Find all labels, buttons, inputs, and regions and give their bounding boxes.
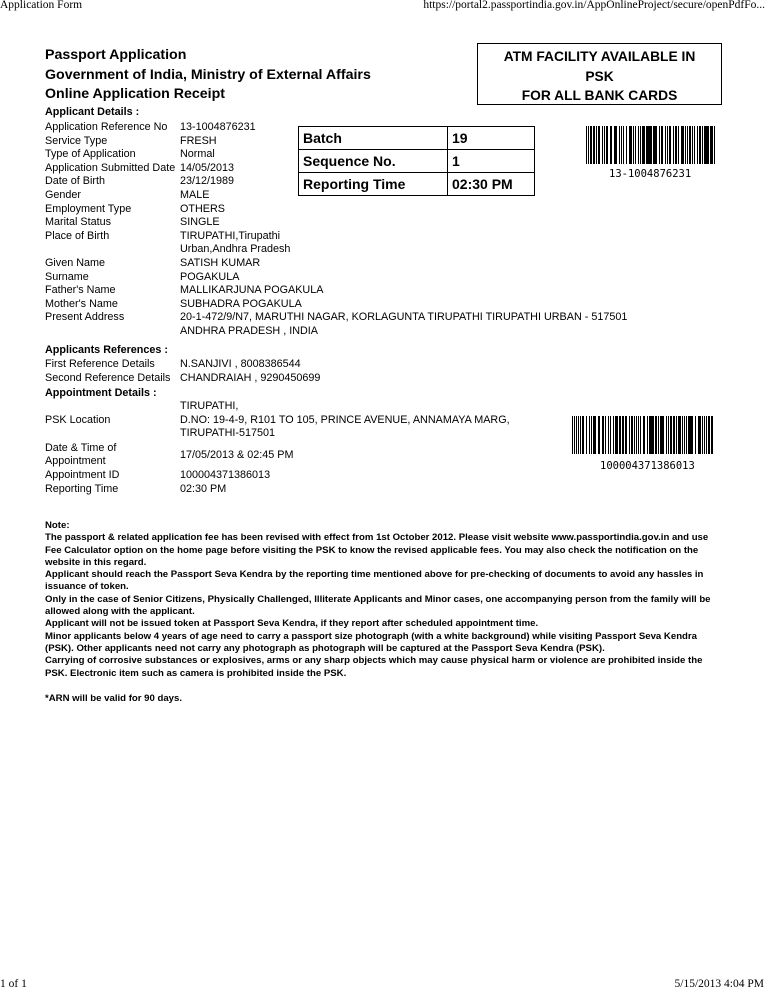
barcode-bar xyxy=(602,126,603,164)
barcode-bar xyxy=(586,416,588,454)
detail-row xyxy=(45,203,627,217)
print-header xyxy=(0,0,768,14)
psk-location-row xyxy=(45,400,510,441)
barcode-bar xyxy=(662,416,664,454)
barcode-bar xyxy=(605,416,606,454)
barcode-bar xyxy=(636,416,637,454)
applicant-details-heading: Applicant Details : xyxy=(45,106,140,118)
print-url[interactable]: https://portal2.passportindia.gov.in/AppOnlineProject/secure/openPdfFo... xyxy=(423,0,765,11)
barcode-bar xyxy=(682,126,684,164)
detail-label: Place of Birth xyxy=(45,229,110,242)
barcode-bar xyxy=(607,126,608,164)
barcode-bar xyxy=(622,416,623,454)
appointment-datetime-label: Date & Time of Appointment xyxy=(45,441,117,468)
detail-value: 13-1004876231 xyxy=(180,121,256,133)
barcode-bar xyxy=(699,126,701,164)
detail-row xyxy=(45,298,627,312)
reporting-time-label: Reporting Time xyxy=(299,173,448,196)
title-line-2: Government of India, Ministry of External Affairs xyxy=(45,66,371,83)
barcode-bar xyxy=(687,126,688,164)
detail-value: 14/05/2013 xyxy=(180,161,235,174)
detail-row xyxy=(45,271,627,285)
detail-label: Marital Status xyxy=(45,216,112,229)
barcode-bar xyxy=(644,416,645,454)
appointment-datetime-value: 17/05/2013 & 02:45 PM xyxy=(180,448,294,461)
detail-value: MALE xyxy=(180,188,210,201)
appointment-details xyxy=(45,400,510,496)
sequence-label: Sequence No. xyxy=(299,150,448,173)
appointment-row xyxy=(45,469,510,483)
barcode-bar xyxy=(583,416,584,454)
note-heading: Note: xyxy=(45,520,70,531)
receipt-title xyxy=(45,46,371,105)
atm-line-2: PSK xyxy=(585,68,614,84)
barcode-bar xyxy=(613,416,614,454)
barcode-bar xyxy=(643,126,645,164)
batch-label: Batch xyxy=(299,127,448,150)
reference-value: N.SANJIVI , 8008386544 xyxy=(180,358,301,370)
barcode-bar xyxy=(686,416,687,454)
detail-value: 20-1-472/9/N7, MARUTHI NAGAR, KORLAGUNTA TIRUPATHI TIRUPATHI URBAN - 517501 ANDHRA PRADESH , INDIA xyxy=(180,311,628,337)
barcode-bar xyxy=(661,126,663,164)
barcode-bar xyxy=(651,126,652,164)
detail-label: Given Name xyxy=(45,256,106,269)
barcode-bar xyxy=(621,126,622,164)
page-count: 1 of 1 xyxy=(0,978,27,990)
detail-value: 23/12/1989 xyxy=(180,175,235,188)
barcode-bar xyxy=(589,416,590,454)
barcode-bar xyxy=(610,416,612,454)
detail-row xyxy=(45,230,627,257)
detail-label: Present Address xyxy=(45,311,125,324)
barcode-bar xyxy=(593,416,594,454)
barcode-bar xyxy=(626,416,628,454)
reference-label: Second Reference Details xyxy=(45,371,171,384)
barcode-bar xyxy=(684,416,685,454)
barcode-bar xyxy=(714,126,715,164)
barcode-bar xyxy=(659,126,661,164)
barcode-bar xyxy=(599,416,601,454)
barcode-bar xyxy=(619,416,621,454)
barcode-bar xyxy=(711,416,713,454)
appointment-value: 100004371386013 xyxy=(180,468,271,481)
detail-label: Type of Application xyxy=(45,148,136,161)
detail-label: Date of Birth xyxy=(45,175,106,188)
batch-value: 19 xyxy=(448,127,535,150)
barcode-bar xyxy=(611,126,613,164)
barcode-bar xyxy=(704,416,705,454)
barcode-bar xyxy=(697,126,698,164)
barcode-bar xyxy=(602,416,604,454)
barcode-bar xyxy=(638,126,639,164)
appointment-barcode xyxy=(572,416,716,454)
barcode-bar xyxy=(679,416,681,454)
appointment-barcode-number: 100004371386013 xyxy=(600,460,695,472)
barcode-bar xyxy=(692,126,693,164)
barcode-bar xyxy=(694,126,696,164)
barcode-bar xyxy=(675,126,677,164)
detail-label: Application Submitted Date xyxy=(45,161,176,174)
psk-location-label: PSK Location xyxy=(45,413,111,426)
appointment-label: Reporting Time xyxy=(45,482,119,495)
appointment-value: 02:30 PM xyxy=(180,482,227,495)
barcode-bar xyxy=(617,416,618,454)
detail-value: POGAKULA xyxy=(180,270,240,283)
detail-value: SUBHADRA POGAKULA xyxy=(180,297,302,310)
note-paragraph: Applicant will not be issued token at Passport Seva Kendra, if they report after scheduled appointment time. xyxy=(45,618,539,630)
note-paragraph: The passport & related application fee has been revised with effect from 1st October 2012. Please visit website www.passportindia.gov.in and use Fee Calculator option on the home page before visiting the PSK to know the revised applicable fees. You may also check the notification on the website in this regard. xyxy=(45,532,709,568)
note-paragraph: Only in the case of Senior Citizens, Physically Challenged, Illiterate Applicants and Minor cases, one accompanying person from the family will be allowed along with the applicant. xyxy=(45,593,711,618)
barcode-bar xyxy=(631,416,633,454)
arn-barcode-number: 13-1004876231 xyxy=(609,168,692,180)
batch-table xyxy=(298,126,535,196)
print-page-title: Application Form xyxy=(0,0,83,11)
psk-location-value: TIRUPATHI, D.NO: 19-4-9, R101 TO 105, PRINCE AVENUE, ANNAMAYA MARG, TIRUPATHI-517501 xyxy=(180,400,510,440)
reference-row xyxy=(45,372,320,386)
barcode-bar xyxy=(619,126,621,164)
detail-label: Gender xyxy=(45,188,82,201)
barcode-bar xyxy=(633,126,634,164)
barcode-bar xyxy=(670,416,672,454)
detail-label: Father's Name xyxy=(45,284,116,297)
barcode-bar xyxy=(590,126,592,164)
detail-value: TIRUPATHI,Tirupathi Urban,Andhra Pradesh xyxy=(180,229,291,256)
detail-label: Service Type xyxy=(45,134,108,147)
reference-value: CHANDRAIAH , 9290450699 xyxy=(180,371,321,384)
note-paragraph: Applicant should reach the Passport Seva Kendra by the reporting time mentioned above for pre-checking of documents to avoid any hassles in issuance of token. xyxy=(45,569,704,593)
barcode-bar xyxy=(656,416,658,454)
appointment-datetime-row xyxy=(45,442,510,469)
barcode-bar xyxy=(670,126,671,164)
barcode-bar xyxy=(690,126,691,164)
barcode-bar xyxy=(676,416,677,454)
barcode-bar xyxy=(629,416,630,454)
detail-value: Normal xyxy=(180,148,215,161)
atm-line-1: ATM FACILITY AVAILABLE IN xyxy=(503,49,696,64)
barcode-bar xyxy=(668,416,669,454)
detail-row xyxy=(45,311,627,338)
reference-label: First Reference Details xyxy=(45,358,155,370)
barcode-bar xyxy=(596,126,597,164)
note-paragraph: Carrying of corrosive substances or explosives, arms or any sharp objects which may cause physical harm or violence are prohibited inside the PSK. Electronic item such as camera is prohibited inside the PSK. xyxy=(45,655,703,679)
barcode-bar xyxy=(678,126,679,164)
barcode-bar xyxy=(685,126,686,164)
references-heading: Applicants References : xyxy=(45,344,169,356)
reporting-time-row xyxy=(299,173,535,196)
reporting-time-value: 02:30 PM xyxy=(448,173,535,196)
barcode-bar xyxy=(655,126,657,164)
arn-barcode xyxy=(586,126,716,164)
barcode-bar xyxy=(658,416,659,454)
barcode-bar xyxy=(623,126,625,164)
barcode-bar xyxy=(593,126,594,164)
barcode-bar xyxy=(574,416,575,454)
barcode-bar xyxy=(674,416,675,454)
appointment-heading: Appointment Details : xyxy=(45,387,157,399)
appointment-label: Appointment ID xyxy=(45,468,120,481)
sequence-value: 1 xyxy=(448,150,535,173)
print-timestamp: 5/15/2013 4:04 PM xyxy=(674,978,764,990)
detail-row xyxy=(45,257,627,271)
barcode-bar xyxy=(699,416,700,454)
barcode-bar xyxy=(695,416,697,454)
batch-row xyxy=(299,127,535,150)
barcode-bar xyxy=(578,416,579,454)
barcode-bar xyxy=(667,126,668,164)
appointment-row xyxy=(45,483,510,497)
barcode-bar xyxy=(630,126,632,164)
barcode-bar xyxy=(707,126,709,164)
barcode-bar xyxy=(594,416,596,454)
arn-validity-note: *ARN will be valid for 90 days. xyxy=(45,693,183,704)
sequence-row xyxy=(299,150,535,173)
barcode-bar xyxy=(691,416,693,454)
barcode-bar xyxy=(709,416,710,454)
barcode-bar xyxy=(591,416,592,454)
detail-value: SINGLE xyxy=(180,216,220,229)
references xyxy=(45,358,320,385)
barcode-bar xyxy=(635,126,636,164)
barcode-bar xyxy=(706,416,707,454)
detail-value: FRESH xyxy=(180,134,217,147)
barcode-bar xyxy=(640,126,641,164)
detail-label: Mother's Name xyxy=(45,297,118,310)
detail-label: Surname xyxy=(45,270,89,283)
barcode-bar xyxy=(598,126,600,164)
barcode-bar xyxy=(615,126,617,164)
detail-label: Employment Type xyxy=(45,202,132,215)
title-line-1: Passport Application xyxy=(45,47,187,63)
barcode-bar xyxy=(588,126,589,164)
atm-line-3: FOR ALL BANK CARDS xyxy=(521,88,678,103)
barcode-bar xyxy=(647,416,648,454)
detail-row xyxy=(45,284,627,298)
atm-notice-box xyxy=(477,43,722,105)
detail-value: OTHERS xyxy=(180,202,225,215)
barcode-bar xyxy=(629,126,630,164)
barcode-bar xyxy=(640,416,642,454)
title-line-3: Online Application Receipt xyxy=(45,86,225,102)
barcode-bar xyxy=(666,416,667,454)
barcode-bar xyxy=(604,126,605,164)
barcode-bar xyxy=(626,126,628,164)
note-paragraph: Minor applicants below 4 years of age need to carry a passport size photograph (with a white background) while visiting Passport Seva Kendra (PSK). Other applicants need not carry any photograph as photograph will be captured at the Passport Seva Kendra (PSK). xyxy=(45,630,697,654)
detail-label: Application Reference No xyxy=(45,121,168,133)
barcode-bar xyxy=(608,416,609,454)
detail-row xyxy=(45,216,627,230)
barcode-bar xyxy=(673,126,674,164)
detail-value: MALLIKARJUNA POGAKULA xyxy=(180,284,324,297)
reference-row xyxy=(45,358,320,372)
barcode-bar xyxy=(580,416,581,454)
note-section xyxy=(45,520,723,680)
detail-value: SATISH KUMAR xyxy=(180,256,261,269)
